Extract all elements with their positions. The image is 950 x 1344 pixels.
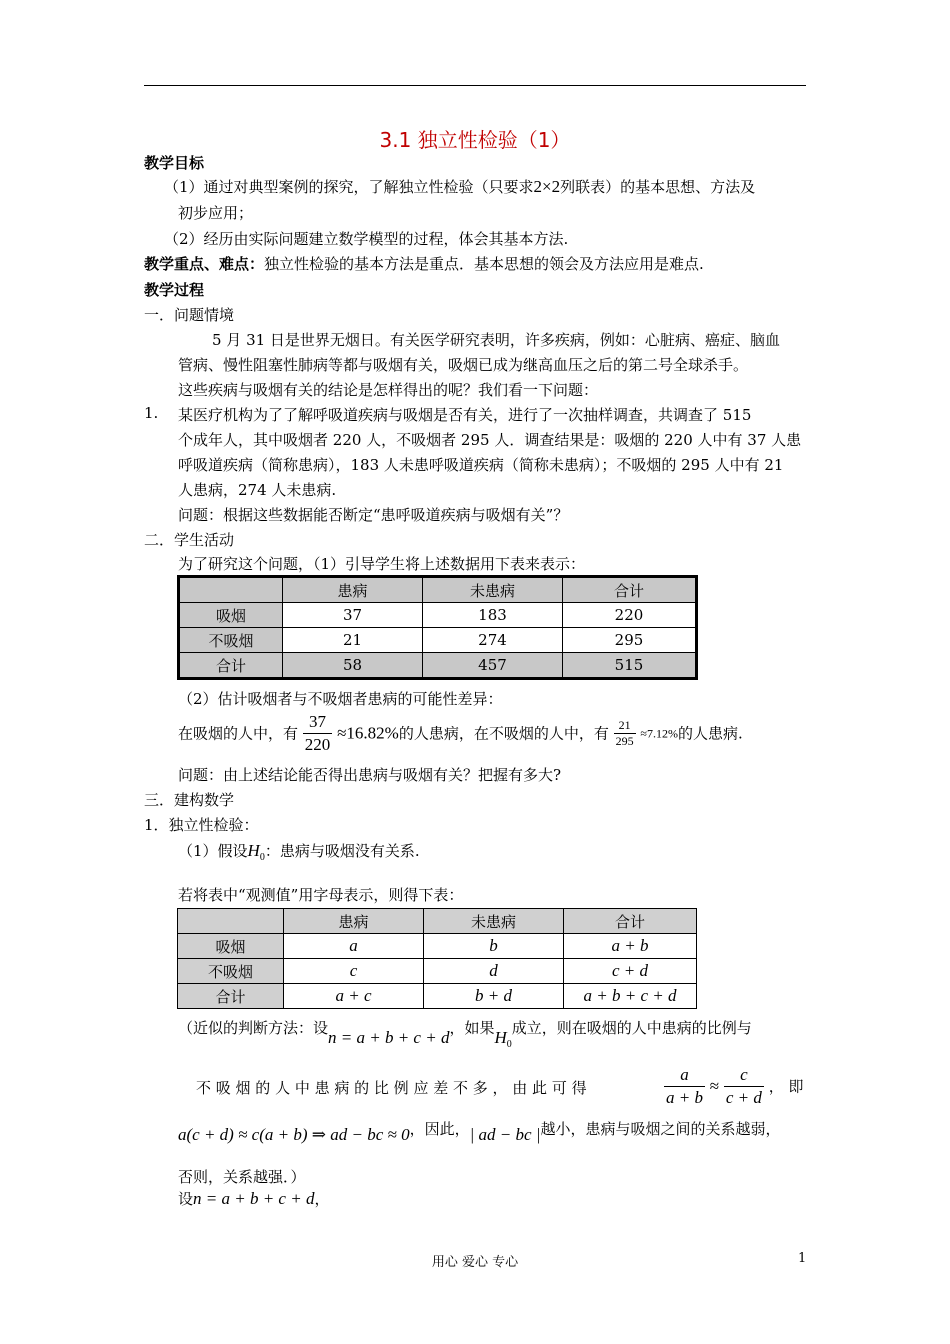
ratio-a-over-a-plus-b: $\frac{a}{a + b}$ — [666, 1065, 703, 1107]
table-row: 不吸烟 c d c + d — [178, 959, 697, 984]
hypothesis: （1）假设$H_0$：患病与吸烟没有关系. — [178, 841, 420, 863]
estimate-line: 在吸烟的人中，有 $\frac{37}{220}$ ≈16.82%的人患病，在不吸烟的人中，有 $\frac{21}{295}$ ≈7.12%的人患病. — [178, 712, 743, 754]
document-title: 3.1 独立性检验（1） — [379, 128, 571, 152]
intro-line-2: 管病、慢性阻塞性肺病等都与吸烟有关，吸烟已成为继高血压之后的第二号全球杀手。 — [178, 356, 749, 374]
goals-heading: 教学目标 — [144, 154, 205, 172]
fraction-21-295: $\frac{21}{295}$ — [615, 718, 634, 748]
question-2: 问题：由上述结论能否得出患病与吸烟有关？把握有多大? — [178, 766, 562, 784]
table-row: 合计 58 457 515 — [179, 653, 697, 679]
process-heading: 教学过程 — [144, 281, 205, 299]
goal-1-line-2: 初步应用； — [178, 204, 254, 222]
intro-line-1: 5 月 31 日是世界无烟日。有关医学研究表明，许多疾病，例如：心脏病、癌症、脑血 — [212, 331, 780, 349]
key-points: 教学重点、难点：独立性检验的基本方法是重点．基本思想的领会及方法应用是难点. — [144, 255, 704, 273]
table-row: 合计 a + c b + d a + b + c + d — [178, 984, 697, 1009]
ratio-expression: $\frac{a}{a + b}$ ≈ $\frac{c}{c + d}$ ， 即 — [666, 1065, 804, 1107]
table-row: 不吸烟 21 274 295 — [179, 628, 697, 653]
table-header-row: 患病 未患病 合计 — [179, 577, 697, 603]
approx-line-2-text: 不 吸 烟 的 人 中 患 病 的 比 例 应 差 不 多 ， 由 此 可 得 — [196, 1079, 587, 1097]
fraction-37-220: $\frac{37}{220}$ — [304, 712, 331, 754]
section-1-heading: 一．问题情境 — [144, 306, 235, 324]
approx-line-1: （近似的判断方法：设n = a + b + c + d，如果$H_0$成立，则在吸烟的人中患病的比例与 — [178, 1019, 752, 1050]
activity-1: 为了研究这个问题，（1）引导学生将上述数据用下表来表示： — [178, 555, 586, 573]
section-2-heading: 二．学生活动 — [144, 531, 235, 549]
replace-note: 若将表中“观测值”用字母表示，则得下表： — [178, 886, 464, 904]
activity-2: （2）估计吸烟者与不吸烟者患病的可能性差异： — [178, 690, 503, 708]
problem-line-3: 呼吸道疾病（简称患病），183 人未患呼吸道疾病（简称未患病）；不吸烟的 295 人中有 21 — [178, 456, 784, 474]
symbolic-table — [177, 908, 697, 1009]
derivation-line: a(c + d) ≈ c(a + b) ⇒ ad − bc ≈ 0，因此，| ad − bc |越小，患病与吸烟之间的关系越弱， — [178, 1120, 781, 1144]
problem-line-1: 某医疗机构为了了解呼吸道疾病与吸烟是否有关，进行了一次抽样调查，共调查了 515 — [178, 406, 752, 424]
table-header-row: 患病 未患病 合计 — [178, 909, 697, 934]
problem-number: 1. — [144, 404, 159, 422]
header-rule — [144, 85, 806, 86]
smoking-data-table — [177, 575, 698, 680]
problem-line-4: 人患病，274 人未患病. — [178, 481, 337, 499]
table-row: 吸烟 a b a + b — [178, 934, 697, 959]
page-number: 1 — [798, 1251, 807, 1266]
ratio-c-over-c-plus-d: $\frac{c}{c + d}$ — [725, 1065, 762, 1107]
independence-test-heading: 1．独立性检验： — [144, 816, 259, 834]
goal-2: （2）经历由实际问题建立数学模型的过程，体会其基本方法. — [164, 230, 569, 248]
problem-question: 问题：根据这些数据能否断定“患呼吸道疾病与吸烟有关”？ — [178, 506, 569, 524]
table-row: 吸烟 37 183 220 — [179, 603, 697, 628]
footer-motto: 用心 爱心 专心 — [431, 1255, 519, 1270]
otherwise-line: 否则，关系越强．） — [178, 1168, 306, 1186]
goal-1-line-1: （1）通过对典型案例的探究，了解独立性检验（只要求2×2列联表）的基本思想、方法及 — [164, 177, 756, 196]
intro-line-3: 这些疾病与吸烟有关的结论是怎样得出的呢？我们看一下问题： — [178, 381, 599, 399]
problem-line-2: 个成年人，其中吸烟者 220 人，不吸烟者 295 人．调查结果是：吸烟的 220 人中有 37 人患 — [178, 431, 802, 449]
set-n-line: 设n = a + b + c + d， — [178, 1189, 330, 1208]
section-3-heading: 三．建构数学 — [144, 791, 235, 809]
